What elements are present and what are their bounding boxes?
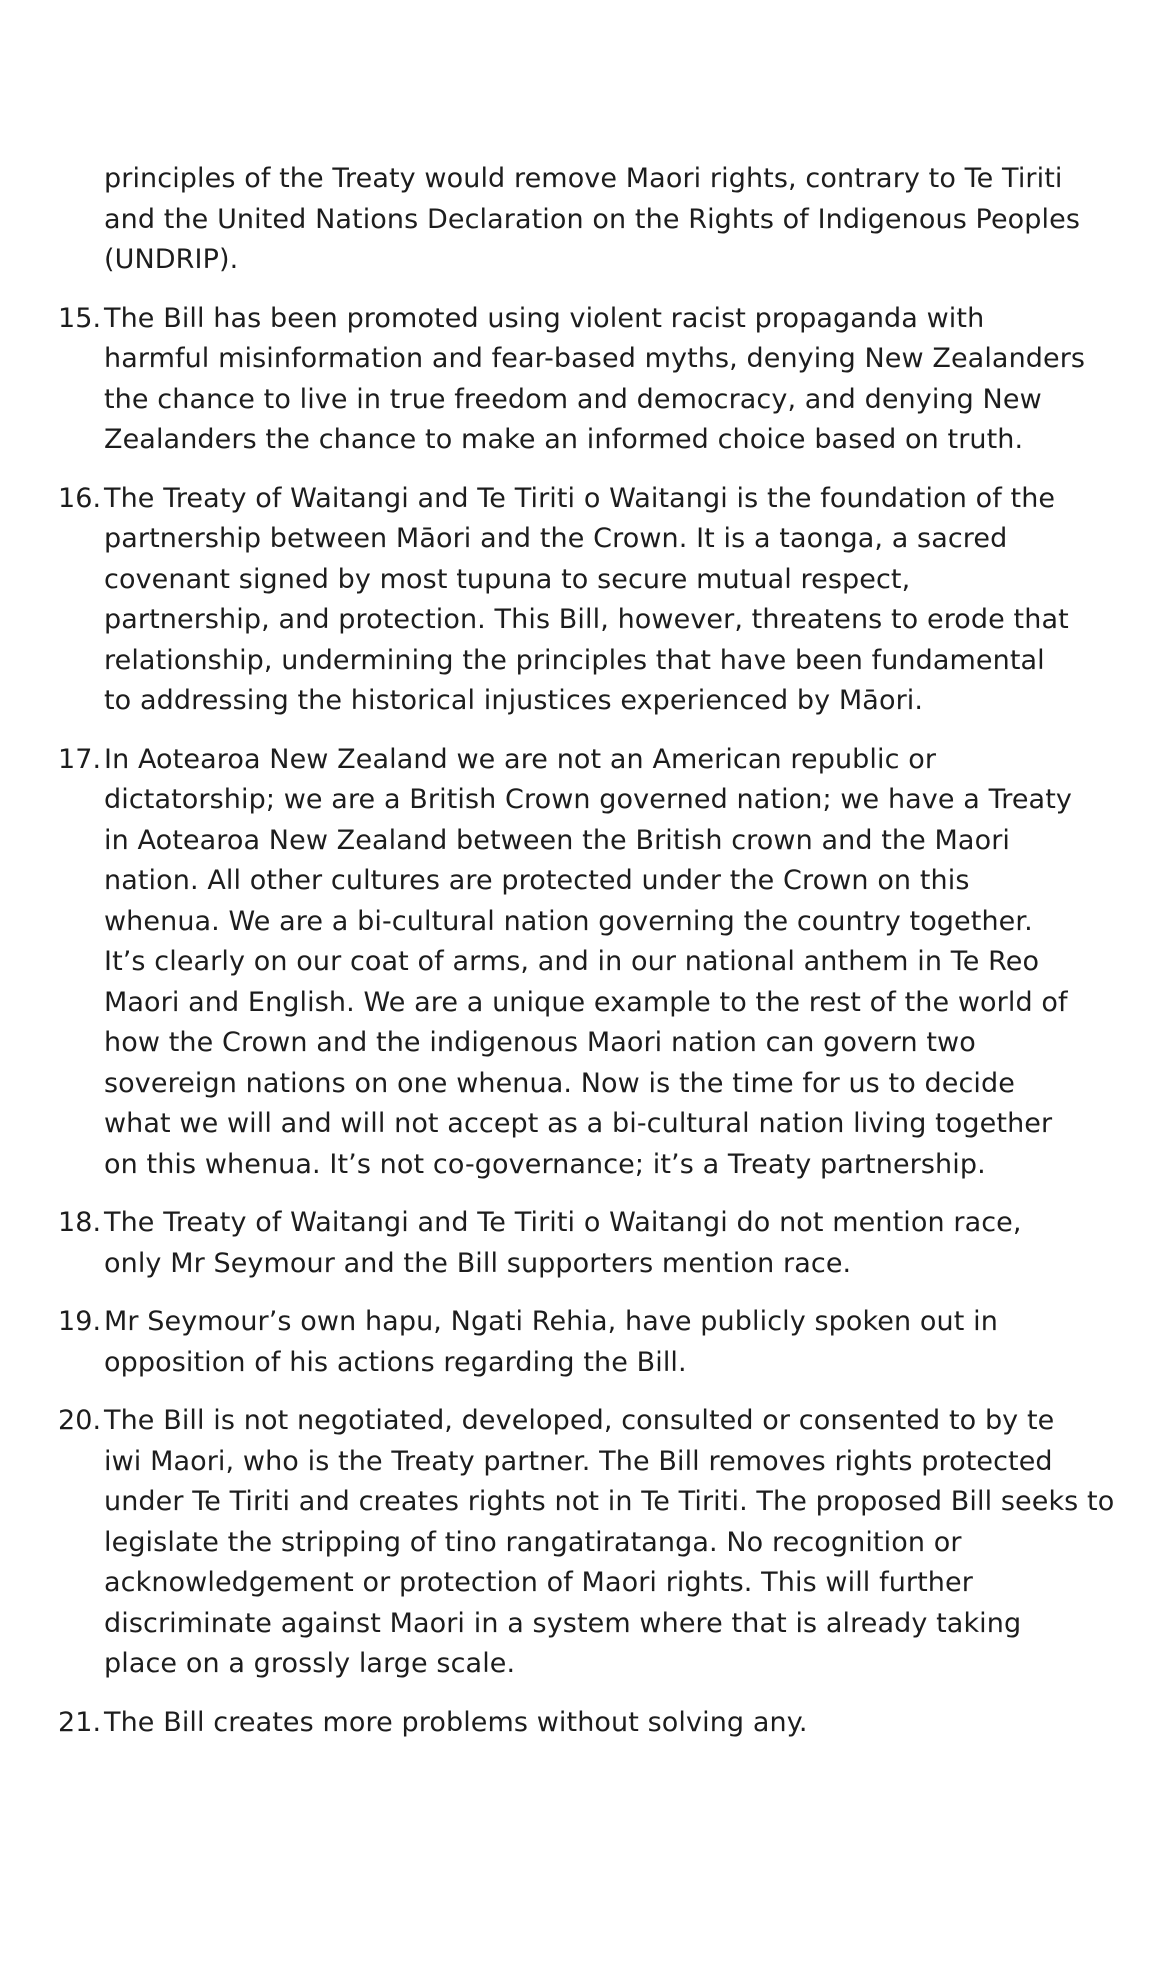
- paragraph-number: 21.: [58, 1706, 102, 1738]
- text-line: and the United Nations Declaration on the Rights of Indigenous Peoples: [104, 203, 1081, 235]
- paragraph-text: [104, 740, 1072, 1186]
- text-line: Zealanders the chance to make an informed choice based on truth.: [104, 424, 1024, 455]
- text-line: acknowledgement or protection of Maori rights. This will further: [104, 1567, 973, 1598]
- paragraph-text: [104, 1302, 1070, 1383]
- text-line: (UNDRIP).: [104, 244, 239, 275]
- text-line: to addressing the historical injustices experienced by Māori.: [104, 685, 924, 716]
- text-line: It’s clearly on our coat of arms, and in our national anthem in Te Reo: [104, 946, 1040, 977]
- paragraph-text: [104, 1401, 1114, 1685]
- continued-paragraph: [58, 159, 1081, 281]
- text-line: principles of the Treaty would remove Maori rights, contrary to Te Tiriti: [104, 163, 1063, 194]
- text-line: The Treaty of Waitangi and Te Tiriti o Waitangi do not mention race,: [104, 1207, 1022, 1238]
- text-line: how the Crown and the indigenous Maori nation can govern two: [104, 1027, 976, 1058]
- text-line: The Bill has been promoted using violent racist propaganda with: [104, 302, 985, 334]
- text-line: under Te Tiriti and creates rights not in Te Tiriti. The proposed Bill seeks to: [104, 1486, 1115, 1517]
- numbered-paragraph-20: [58, 1401, 1115, 1685]
- text-line: dictatorship; we are a British Crown governed nation; we have a Treaty: [104, 784, 1072, 815]
- text-line: nation. All other cultures are protected under the Crown on this: [104, 865, 970, 896]
- text-line: discriminate against Maori in a system where that is already taking: [104, 1607, 1022, 1639]
- paragraph-text: [104, 159, 1080, 281]
- paragraph-text: [104, 299, 1085, 461]
- numbered-paragraph-18: [58, 1203, 1070, 1284]
- text-line: In Aotearoa New Zealand we are not an American republic or: [104, 743, 937, 775]
- paragraph-number: 20.: [58, 1405, 102, 1436]
- text-line: Mr Seymour’s own hapu, Ngati Rehia, have publicly spoken out in: [104, 1306, 998, 1337]
- text-line: only Mr Seymour and the Bill supporters mention race.: [104, 1247, 852, 1279]
- text-line: iwi Maori, who is the Treaty partner. The Bill removes rights protected: [104, 1445, 1053, 1477]
- text-line: The Bill creates more problems without solving any.: [104, 1706, 808, 1738]
- numbered-paragraph-17: [58, 740, 1070, 1186]
- text-line: partnership, and protection. This Bill, however, threatens to erode that: [104, 604, 1069, 635]
- text-line: partnership between Māori and the Crown. It is a taonga, a sacred: [104, 523, 1008, 554]
- text-line: whenua. We are a bi-cultural nation governing the country together.: [104, 905, 1033, 937]
- text-line: The Bill is not negotiated, developed, consulted or consented to by te: [104, 1405, 1055, 1436]
- text-line: relationship, undermining the principles that have been fundamental: [104, 644, 1045, 676]
- paragraph-number: 15.: [58, 302, 102, 334]
- text-line: Maori and English. We are a unique example to the rest of the world of: [104, 986, 1068, 1018]
- paragraph-number: 17.: [58, 743, 102, 775]
- text-line: The Treaty of Waitangi and Te Tiriti o Waitangi is the foundation of the: [104, 482, 1056, 514]
- text-line: in Aotearoa New Zealand between the British crown and the Maori: [104, 824, 1011, 856]
- text-line: on this whenua. It’s not co-governance; it’s a Treaty partnership.: [104, 1148, 986, 1180]
- paragraph-number: 19.: [58, 1306, 102, 1337]
- text-line: the chance to live in true freedom and democracy, and denying New: [104, 383, 1042, 415]
- paragraph-text: [104, 479, 1070, 722]
- text-line: place on a grossly large scale.: [104, 1648, 516, 1679]
- paragraph-text: [104, 1703, 1070, 1744]
- numbered-paragraph-21: [58, 1703, 1070, 1744]
- text-line: sovereign nations on one whenua. Now is the time for us to decide: [104, 1067, 1015, 1099]
- text-line: opposition of his actions regarding the Bill.: [104, 1346, 687, 1378]
- numbered-paragraph-15: [58, 299, 1086, 461]
- numbered-paragraph-19: [58, 1302, 1070, 1383]
- text-line: legislate the stripping of tino rangatiratanga. No recognition or: [104, 1526, 962, 1558]
- paragraph-number: 18.: [58, 1207, 102, 1238]
- text-line: covenant signed by most tupuna to secure mutual respect,: [104, 563, 911, 595]
- text-line: harmful misinformation and fear-based myths, denying New Zealanders: [104, 343, 1086, 374]
- text-line: what we will and will not accept as a bi-cultural nation living together: [104, 1108, 1053, 1139]
- paragraph-number: 16.: [58, 482, 102, 514]
- numbered-paragraph-16: [58, 479, 1070, 722]
- paragraph-text: [104, 1203, 1070, 1284]
